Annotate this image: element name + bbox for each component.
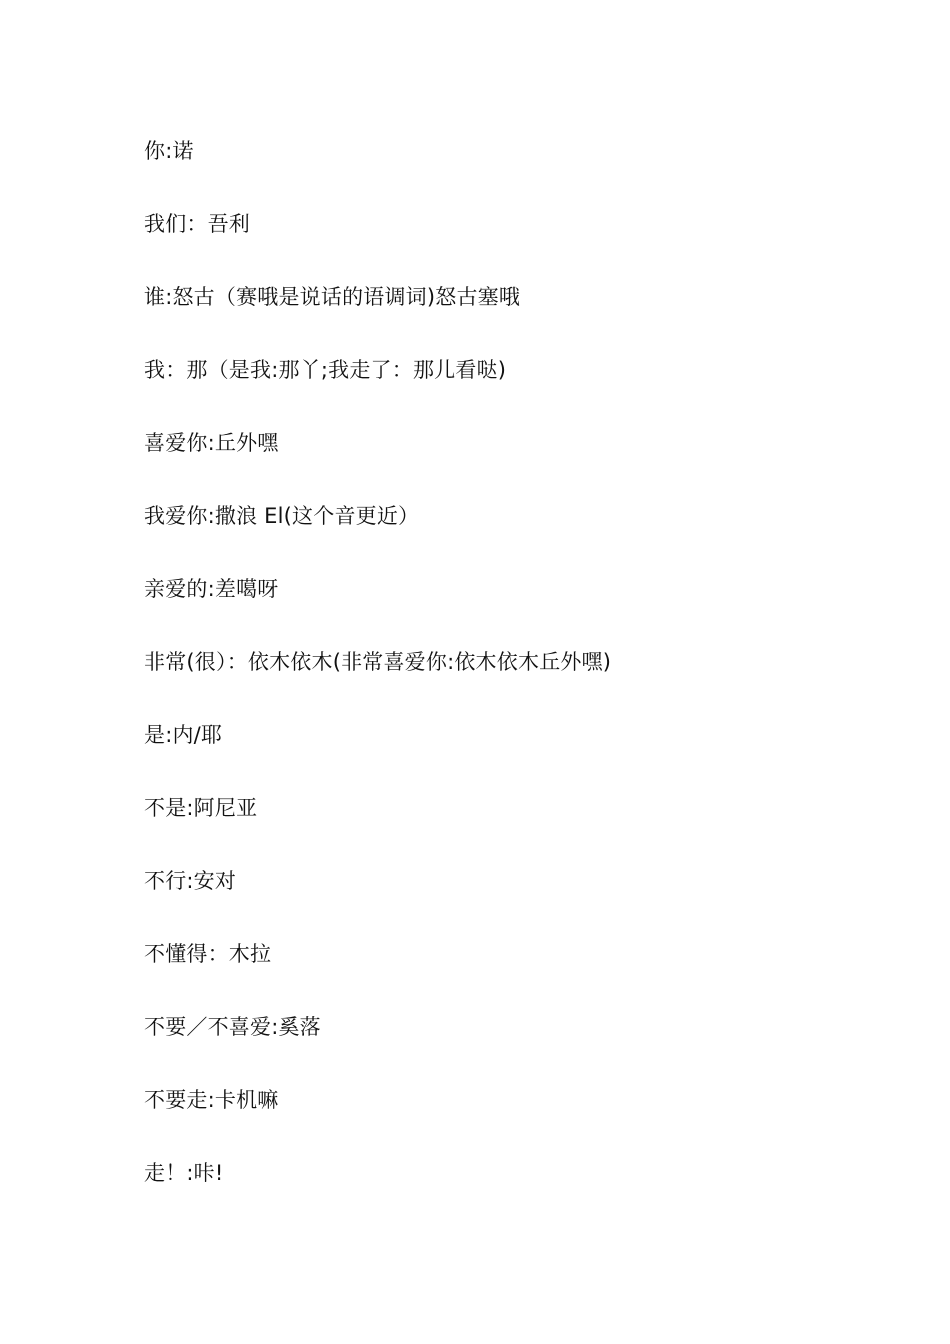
phrase-line: 走！:咔! (144, 1161, 224, 1185)
phrase-line: 我爱你:撒浪 El(这个音更近） (144, 504, 420, 528)
phrase-line: 不要／不喜爱:奚落 (144, 1015, 321, 1039)
phrase-line: 不要走:卡机嘛 (144, 1088, 279, 1112)
phrase-line: 喜爱你:丘外嘿 (144, 431, 279, 455)
phrase-line: 你:诺 (144, 139, 194, 163)
phrase-line: 我们：吾利 (144, 212, 250, 236)
phrase-line: 不懂得：木拉 (144, 942, 272, 966)
phrase-line: 不行:安对 (144, 869, 237, 893)
phrase-line: 亲爱的:差噶呀 (144, 577, 279, 601)
phrase-line: 非常(很）：依木依木(非常喜爱你:依木依木丘外嘿) (144, 650, 612, 674)
phrase-list (144, 133, 864, 1228)
phrase-line: 我：那（是我:那丫;我走了：那儿看哒) (144, 358, 507, 382)
phrase-line: 不是:阿尼亚 (144, 796, 258, 820)
phrase-line: 是:内/耶 (144, 723, 223, 747)
phrase-line: 谁:怒古（赛哦是说话的语调词)怒古塞哦 (144, 285, 521, 309)
